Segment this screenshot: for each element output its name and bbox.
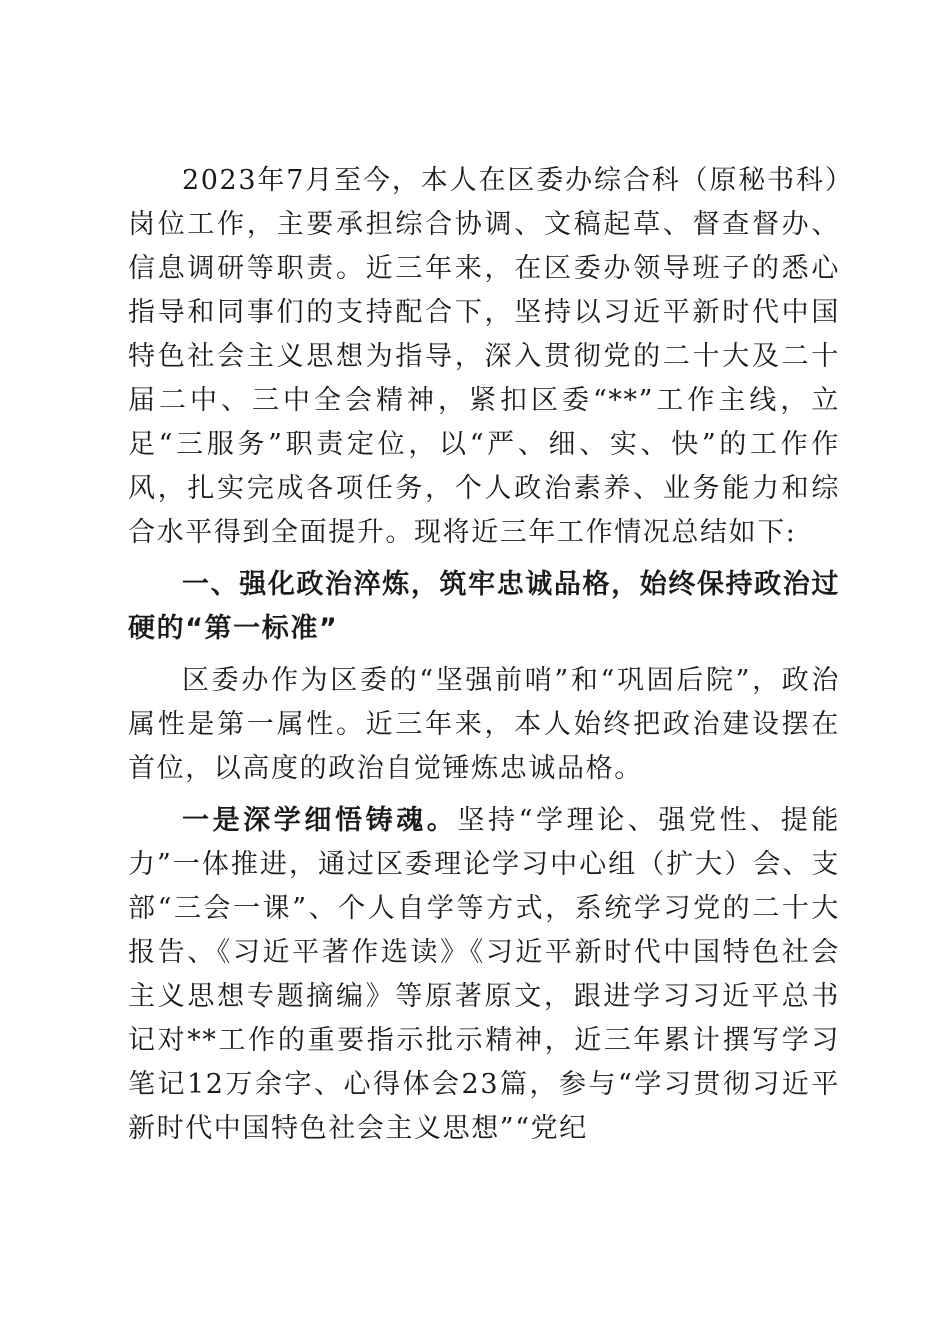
point-1-lead: 一是深学细悟铸魂。: [182, 805, 458, 836]
point-1-paragraph: [128, 799, 840, 1151]
document-body: [128, 159, 840, 1159]
point-1-text: 坚持“学理论、强党性、提能力”一体推进，通过区委理论学习中心组（扩大）会、支部“三会一课”、个人自学等方式，系统学习党的二十大报告、《习近平著作选读》《习近平新时代中国特色社会主义思想专题摘编》等原著原文，跟进学习习近平总书记对**工作的重要指示批示精神，近三年累计撰写学习笔记12万余字、心得体会23篇，参与“学习贯彻习近平新时代中国特色社会主义思想”“党纪: [128, 805, 840, 1144]
section-1-intro-paragraph: 区委办作为区委的“坚强前哨”和“巩固后院”，政治属性是第一属性。近三年来，本人始终把政治建设摆在首位，以高度的政治自觉锤炼忠诚品格。: [128, 665, 840, 784]
section-heading-1: 一、强化政治淬炼，筑牢忠诚品格，始终保持政治过硬的“第一标准”: [128, 569, 840, 644]
intro-paragraph: 2023年7月至今，本人在区委办综合科（原秘书科）岗位工作，主要承担综合协调、文稿起草、督查督办、信息调研等职责。近三年来，在区委办领导班子的悉心指导和同事们的支持配合下，坚持以习近平新时代中国特色社会主义思想为指导，深入贯彻党的二十大及二十届二中、三中全会精神，紧扣区委“**”工作主线，立足“三服务”职责定位，以“严、细、实、快”的工作作风，扎实完成各项任务，个人政治素养、业务能力和综合水平得到全面提升。现将近三年工作情况总结如下:: [128, 165, 840, 548]
